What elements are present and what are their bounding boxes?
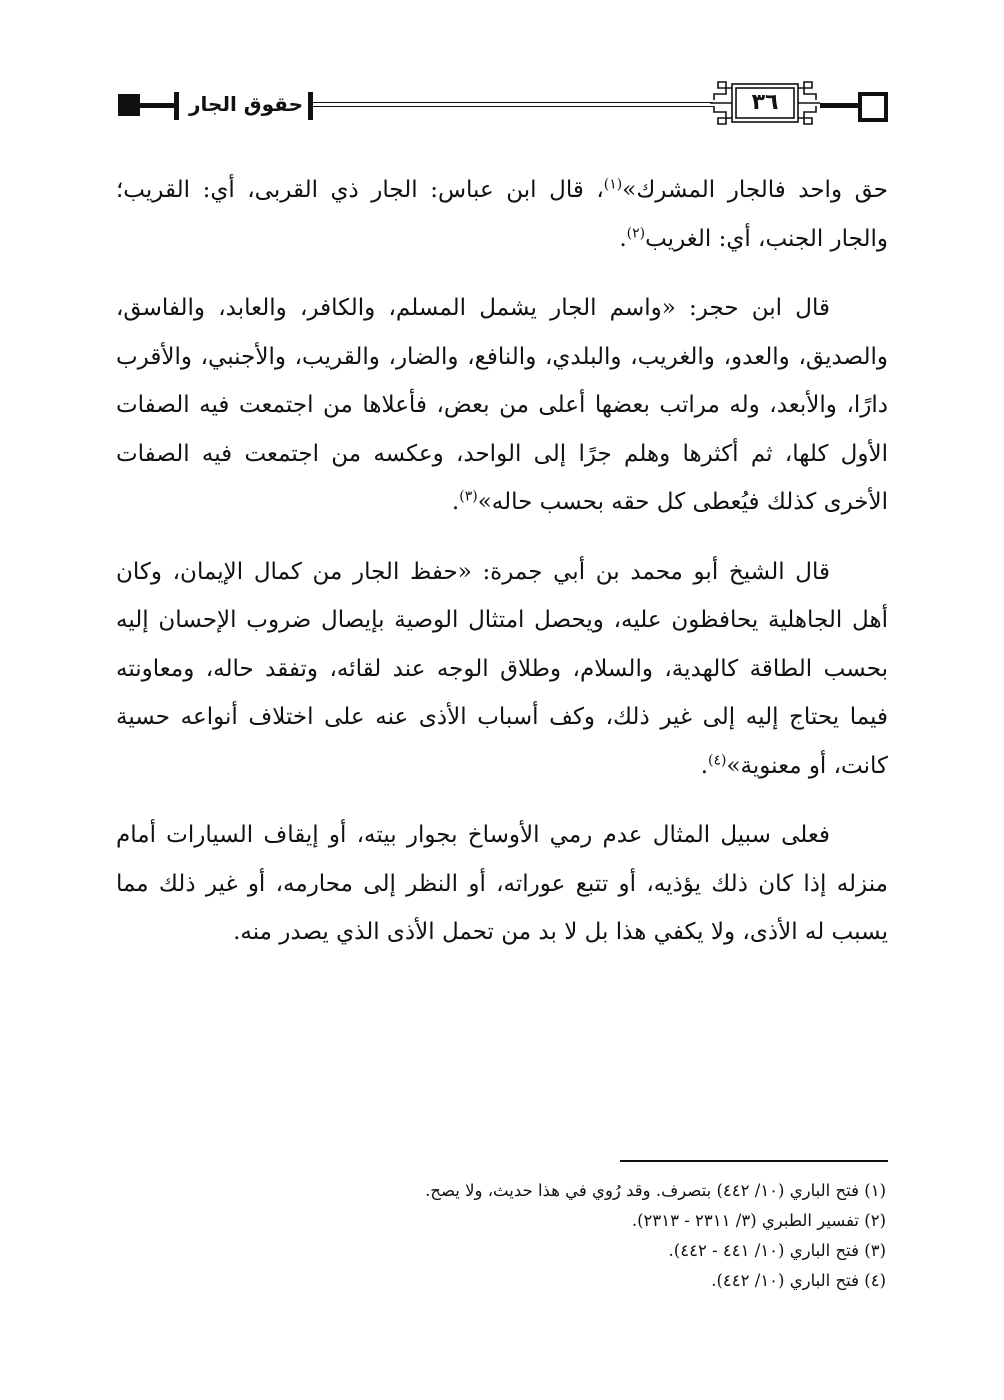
header-rule-middle [313, 102, 713, 107]
footnotes [116, 1176, 886, 1296]
body-text [116, 166, 888, 978]
header-square-ornament-right [858, 92, 888, 122]
text-run: قال الشيخ أبو محمد بن أبي جمرة: «حفظ الجار من كمال الإيمان، وكان أهل الجاهلية يحافظون عليه، ويحصل امتثال الوصية بإيصال ضروب الإحسان إليه بحسب الطاقة كالهدية، والسلام، وطلاق الوجه عند لقائه، وتفقد حاله، ومعاونته فيما يحتاج إليه إلى غير ذلك، وكف أسباب الأذى عنه على اختلاف أنواعه حسية كانت، أو معنوية» [116, 558, 888, 779]
footnote-separator [620, 1160, 888, 1162]
paragraph [116, 548, 888, 791]
footnote-ref: (١) [603, 176, 623, 193]
footnote-ref: (٣) [459, 488, 478, 505]
footnote: (٤) فتح الباري (١٠/ ٤٤٢). [711, 1271, 886, 1290]
page-number: ٣٦ [751, 90, 779, 115]
header-bar-mark [174, 92, 179, 120]
footnote: (٢) تفسير الطبري (٣/ ٢٣١١ - ٢٣١٣). [631, 1211, 886, 1230]
text-run: . [451, 489, 460, 515]
paragraph [116, 284, 888, 527]
running-title: حقوق الجار [186, 86, 306, 122]
footnote: (١) فتح الباري (١٠/ ٤٤٢) بتصرف. وقد رُوي في هذا حديث، ولا يصح. [425, 1181, 886, 1200]
paragraph [116, 166, 888, 263]
header-rule-right [820, 103, 860, 108]
text-run: ، قال ابن عباس: الجار ذي القربى، أي: القريب؛ والجار الجنب، أي: الغريب [116, 177, 888, 252]
page-number-frame [710, 80, 820, 126]
header-square-ornament-left [118, 94, 140, 116]
page-header [110, 80, 890, 132]
text-run: قال ابن حجر: «واسم الجار يشمل المسلم، والكافر، والعابد، والفاسق، والصديق، والعدو، والغريب، والبلدي، والنافع، والضار، والقريب، والأجنبي، والأقرب دارًا، والأبعد، وله مراتب بعضها أعلى من بعض، فأعلاها من اجتمعت فيه الصفات الأول كلها، ثم أكثرها وهلم جرًا إلى الواحد، وعكسه من اجتمعت فيه الصفات الأخرى كذلك فيُعطى كل حقه بحسب حاله» [116, 295, 888, 515]
header-rule-left [138, 103, 174, 108]
text-run: حق واحد فالجار المشرك» [622, 177, 888, 203]
footnote: (٣) فتح الباري (١٠/ ٤٤١ - ٤٤٢). [668, 1241, 886, 1260]
footnote-ref: (٤) [708, 751, 727, 768]
paragraph [116, 811, 888, 957]
text-run: . [619, 225, 627, 252]
footnote-ref: (٢) [626, 224, 646, 241]
text-run: فعلى سبيل المثال عدم رمي الأوساخ بجوار بيته، أو إيقاف السيارات أمام منزله إذا كان ذلك يؤذيه، أو تتبع عوراته، أو النظر إلى محارمه، أو غير ذلك مما يسبب له الأذى، ولا يكفي هذا بل لا بد من تحمل الأذى الذي يصدر منه. [116, 822, 888, 945]
text-run: . [700, 752, 708, 779]
